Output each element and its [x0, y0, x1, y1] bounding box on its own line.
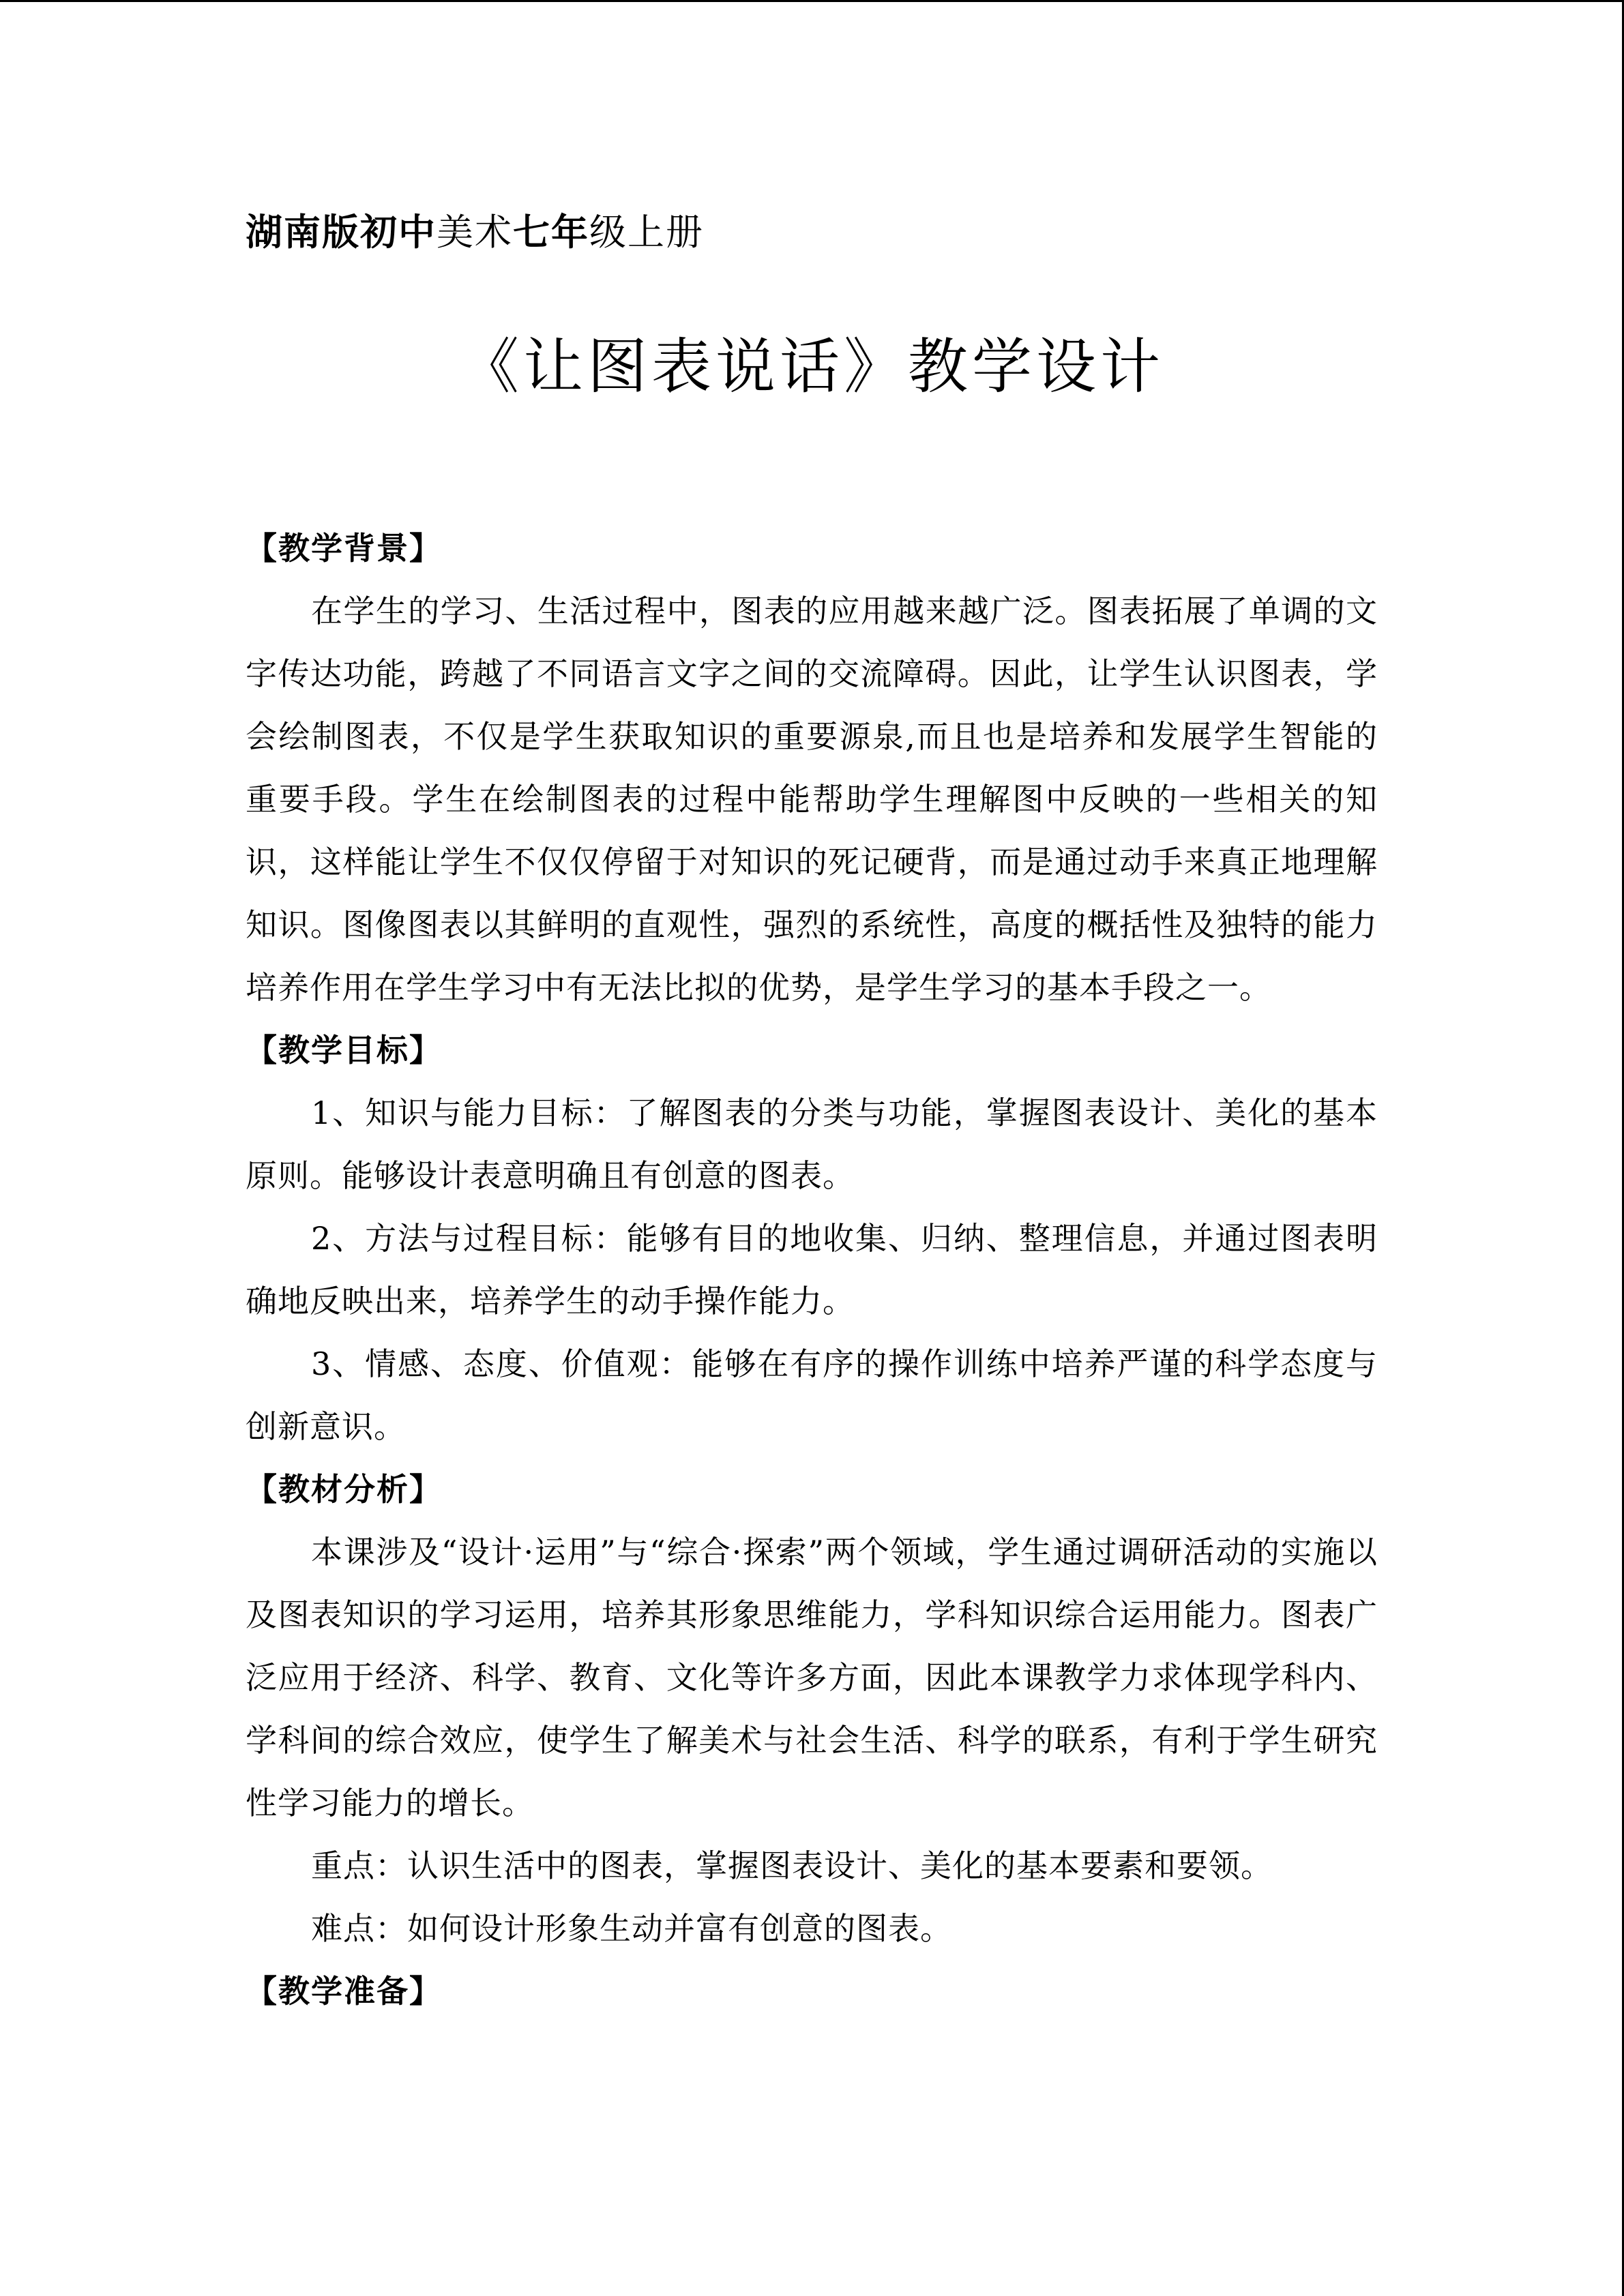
textbook-header — [246, 205, 1378, 260]
paragraph: 2、方法与过程目标：能够有目的地收集、归纳、整理信息，并通过图表明确地反映出来，培养学生的动手操作能力。 — [246, 1220, 1378, 1320]
paragraph: 1、知识与能力目标：了解图表的分类与功能，掌握图表设计、美化的基本原则。能够设计表意明确且有创意的图表。 — [246, 1094, 1378, 1194]
header-part: 美术 — [437, 211, 513, 254]
sections — [246, 517, 1378, 2023]
paragraph: 难点：如何设计形象生动并富有创意的图表。 — [311, 1910, 952, 1947]
section-objectives — [246, 1019, 1378, 1458]
section-heading: 【教材分析】 — [246, 1471, 442, 1508]
header-part: 七年 — [513, 210, 589, 254]
document-body — [246, 205, 1378, 2023]
section-heading: 【教学背景】 — [246, 530, 442, 567]
paragraph: 在学生的学习、生活过程中，图表的应用越来越广泛。图表拓展了单调的文字传达功能，跨越了不同语言文字之间的交流障碍。因此，让学生认识图表，学会绘制图表，不仅是学生获取知识的重要源泉,而且也是培养和发展学生智能的重要手段。学生在绘制图表的过程中能帮助学生理解图中反映的一些相关的知识，这样能让学生不仅仅停留于对知识的死记硬背，而是通过动手来真正地理解知识。图像图表以其鲜明的直观性，强烈的系统性，高度的概括性及独特的能力培养作用在学生学习中有无法比拟的优势，是学生学习的基本手段之一。 — [246, 593, 1378, 1006]
paragraph: 重点：认识生活中的图表，掌握图表设计、美化的基本要素和要领。 — [311, 1847, 1273, 1884]
header-part: 湖南版 — [246, 210, 360, 254]
header-part: 级上册 — [589, 211, 704, 254]
section-preparation — [246, 1960, 1378, 2023]
section-analysis — [246, 1458, 1378, 1960]
paragraph: 3、情感、态度、价值观：能够在有序的操作训练中培养严谨的科学态度与创新意识。 — [246, 1345, 1378, 1445]
header-part: 初中 — [360, 210, 437, 254]
paragraph: 本课涉及“设计·运用”与“综合·探索”两个领域，学生通过调研活动的实施以及图表知识的学习运用，培养其形象思维能力，学科知识综合运用能力。图表广泛应用于经济、科学、教育、文化等许多方面，因此本课教学力求体现学科内、学科间的综合效应，使学生了解美术与社会生活、科学的联系，有利于学生研究性学习能力的增长。 — [246, 1534, 1378, 1821]
document-title: 《让图表说话》教学设计 — [458, 331, 1164, 402]
section-heading: 【教学准备】 — [246, 1973, 442, 2010]
section-background — [246, 517, 1378, 1019]
section-heading: 【教学目标】 — [246, 1032, 442, 1069]
